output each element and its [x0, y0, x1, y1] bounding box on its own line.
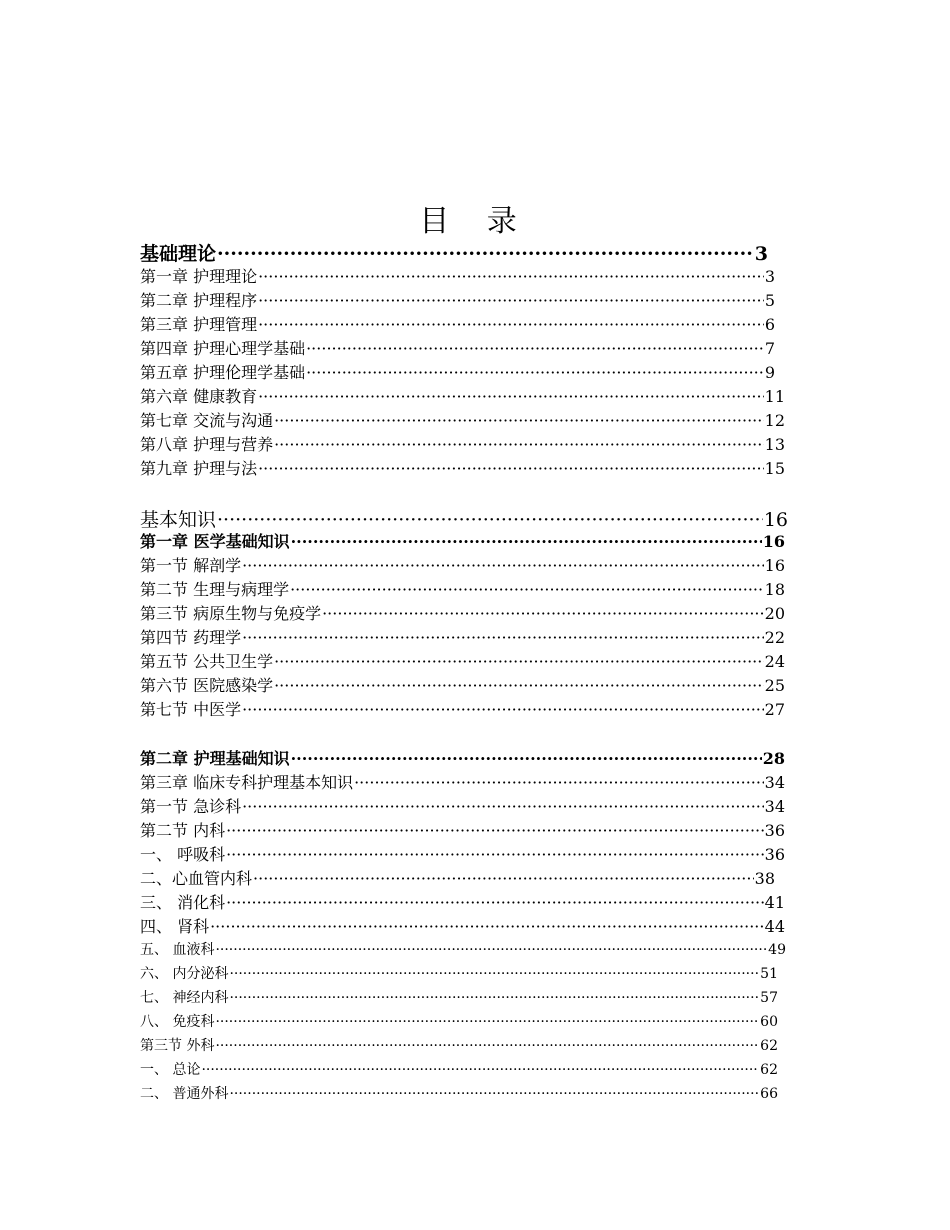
dot-leader	[215, 942, 767, 958]
toc-entry-page-number: 34	[764, 797, 785, 816]
toc-entry-label: 第三章 临床专科护理基本知识	[140, 773, 354, 792]
toc-entry-label: 第二章 护理程序	[140, 291, 258, 310]
dot-leader	[226, 845, 764, 864]
dot-leader	[291, 532, 762, 551]
toc-entry-page-number: 13	[764, 435, 785, 454]
toc-entry-page-number: 57	[760, 990, 778, 1006]
toc-entry-page-number: 34	[764, 773, 785, 792]
dot-leader	[258, 267, 764, 286]
toc-entry-page-number: 5	[764, 291, 775, 310]
dot-leader	[253, 869, 754, 888]
toc-entry-label: 五、 血液科	[140, 942, 215, 958]
dot-leader	[290, 580, 764, 599]
toc-entry-page-number: 62	[760, 1062, 778, 1078]
toc-entry[interactable]	[140, 746, 785, 769]
toc-entry-page-number: 18	[764, 580, 785, 599]
toc-entry[interactable]	[140, 553, 785, 576]
toc-entry-page-number: 24	[764, 652, 785, 671]
toc-entry-page-number: 27	[764, 700, 785, 719]
dot-leader	[258, 315, 764, 334]
toc-entry[interactable]	[140, 625, 785, 648]
toc-entry[interactable]	[140, 890, 785, 913]
toc-entry[interactable]	[140, 914, 785, 937]
toc-entry[interactable]	[140, 336, 775, 359]
toc-entry[interactable]	[140, 818, 785, 841]
toc-entry-label: 第一章 护理理论	[140, 267, 258, 286]
dot-leader	[274, 411, 764, 430]
dot-leader	[242, 556, 764, 575]
toc-entry-page-number: 49	[768, 942, 786, 958]
toc-entry-page-number: 7	[764, 339, 775, 358]
toc-entry[interactable]	[140, 1083, 778, 1103]
dot-leader	[229, 966, 759, 982]
toc-entry-page-number: 16	[763, 509, 788, 531]
dot-leader	[274, 435, 764, 454]
toc-entry[interactable]	[140, 794, 785, 817]
toc-entry[interactable]	[140, 1035, 778, 1055]
toc-entry-page-number: 12	[764, 411, 785, 430]
dot-leader	[258, 459, 764, 478]
toc-entry[interactable]	[140, 697, 785, 720]
toc-entry[interactable]	[140, 673, 785, 696]
toc-entry-page-number: 16	[764, 556, 785, 575]
dot-leader	[258, 387, 764, 406]
toc-entry[interactable]	[140, 432, 785, 455]
toc-entry-label: 三、 消化科	[140, 893, 226, 912]
dot-leader	[242, 628, 764, 647]
toc-entry-page-number: 11	[764, 387, 785, 406]
toc-entry-page-number: 36	[764, 845, 785, 864]
toc-entry[interactable]	[140, 288, 775, 311]
dot-leader	[306, 363, 764, 382]
toc-entry-page-number: 28	[762, 749, 785, 768]
toc-entry-page-number: 16	[762, 532, 785, 551]
toc-entry-label: 第一节 解剖学	[140, 556, 242, 575]
dot-leader	[242, 700, 764, 719]
dot-leader	[354, 773, 764, 792]
toc-entry[interactable]	[140, 360, 775, 383]
toc-entry-label: 第三章 护理管理	[140, 315, 258, 334]
dot-leader	[274, 652, 764, 671]
toc-entry-label: 第七章 交流与沟通	[140, 411, 274, 430]
toc-entry-page-number: 36	[764, 821, 785, 840]
toc-entry[interactable]	[140, 505, 788, 532]
toc-entry[interactable]	[140, 264, 775, 287]
toc-entry-label: 第六节 医院感染学	[140, 676, 274, 695]
toc-entry-page-number: 41	[764, 893, 785, 912]
toc-entry-label: 基础理论	[140, 243, 217, 265]
toc-entry-page-number: 25	[764, 676, 785, 695]
toc-entry[interactable]	[140, 939, 786, 959]
toc-entry-label: 第二节 内科	[140, 821, 226, 840]
toc-entry-label: 二、心血管内科	[140, 869, 253, 888]
toc-entry-label: 第一章 医学基础知识	[140, 532, 290, 551]
toc-entry[interactable]	[140, 1011, 778, 1031]
toc-entry-label: 一、 呼吸科	[140, 845, 226, 864]
toc-entry-label: 第四章 护理心理学基础	[140, 339, 306, 358]
toc-entry-label: 第九章 护理与法	[140, 459, 258, 478]
toc-entry-label: 第二章 护理基础知识	[140, 749, 290, 768]
dot-leader	[291, 749, 762, 768]
dot-leader	[215, 1014, 759, 1030]
dot-leader	[306, 339, 764, 358]
toc-entry-label: 第一节 急诊科	[140, 797, 242, 816]
toc-entry[interactable]	[140, 577, 785, 600]
toc-entry-label: 第四节 药理学	[140, 628, 242, 647]
toc-entry-label: 四、 肾科	[140, 917, 210, 936]
dot-leader	[322, 604, 764, 623]
toc-entry-page-number: 38	[754, 869, 775, 888]
toc-entry[interactable]	[140, 770, 785, 793]
toc-entry-label: 六、 内分泌科	[140, 966, 229, 982]
toc-entry[interactable]	[140, 529, 785, 552]
dot-leader	[226, 821, 764, 840]
dot-leader	[201, 1062, 759, 1078]
toc-entry-label: 第二节 生理与病理学	[140, 580, 290, 599]
dot-leader	[229, 1086, 759, 1102]
toc-entry[interactable]	[140, 1059, 778, 1079]
toc-entry-label: 基本知识	[140, 509, 217, 531]
toc-entry[interactable]	[140, 649, 785, 672]
toc-entry-page-number: 9	[764, 363, 775, 382]
toc-entry-page-number: 3	[754, 243, 768, 265]
toc-entry[interactable]	[140, 842, 785, 865]
toc-entry-label: 第五节 公共卫生学	[140, 652, 274, 671]
dot-leader	[226, 893, 764, 912]
dot-leader	[274, 676, 764, 695]
page-title: 目 录	[419, 204, 531, 239]
toc-entry-label: 二、 普通外科	[140, 1086, 229, 1102]
toc-entry-page-number: 51	[760, 966, 778, 982]
toc-entry-label: 第五章 护理伦理学基础	[140, 363, 306, 382]
toc-entry[interactable]	[140, 312, 775, 335]
toc-entry[interactable]	[140, 408, 785, 431]
toc-entry-page-number: 22	[764, 628, 785, 647]
toc-entry-label: 第三节 病原生物与免疫学	[140, 604, 322, 623]
toc-entry-page-number: 66	[760, 1086, 778, 1102]
dot-leader	[215, 1038, 759, 1054]
toc-entry-page-number: 44	[764, 917, 785, 936]
dot-leader	[242, 797, 764, 816]
dot-leader	[217, 243, 754, 265]
dot-leader	[210, 917, 764, 936]
toc-entry[interactable]	[140, 601, 785, 624]
toc-entry-label: 第八章 护理与营养	[140, 435, 274, 454]
toc-entry-label: 一、 总论	[140, 1062, 201, 1078]
toc-entry[interactable]	[140, 456, 785, 479]
toc-entry-page-number: 15	[764, 459, 785, 478]
toc-entry-page-number: 3	[764, 267, 775, 286]
toc-entry-label: 八、 免疫科	[140, 1014, 215, 1030]
toc-entry[interactable]	[140, 239, 768, 266]
dot-leader	[258, 291, 764, 310]
toc-entry-label: 七、 神经内科	[140, 990, 229, 1006]
toc-entry-label: 第七节 中医学	[140, 700, 242, 719]
dot-leader	[229, 990, 759, 1006]
toc-entry-page-number: 6	[764, 315, 775, 334]
toc-entry-page-number: 60	[760, 1014, 778, 1030]
toc-entry-page-number: 62	[760, 1038, 778, 1054]
toc-entry[interactable]	[140, 963, 778, 983]
toc-entry[interactable]	[140, 987, 778, 1007]
toc-entry-label: 第六章 健康教育	[140, 387, 258, 406]
toc-entry[interactable]	[140, 384, 785, 407]
toc-entry-page-number: 20	[764, 604, 785, 623]
toc-entry-label: 第三节 外科	[140, 1038, 215, 1054]
toc-entry[interactable]	[140, 866, 775, 889]
dot-leader	[217, 509, 763, 531]
